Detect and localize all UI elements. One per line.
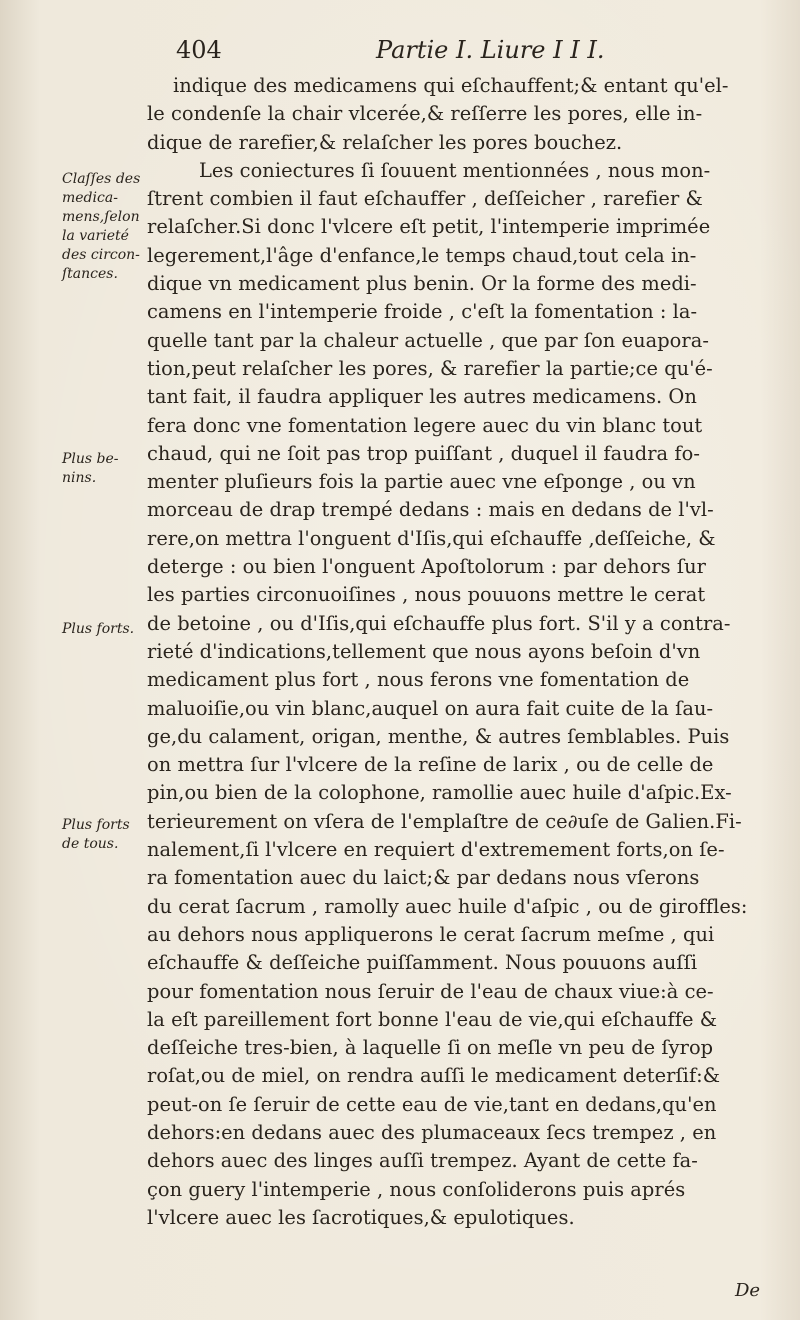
text-line: chaud, qui ne ſoit pas trop puiſſant , duquel il faudra fo-: [147, 441, 700, 465]
text-line: de betoine , ou d'Iſis,qui eſchauffe plus fort. S'il y a contra-: [147, 611, 731, 635]
margin-note-line: medica-: [62, 190, 118, 206]
text-line: l'vlcere auec les ſacrotiques,& epulotiques.: [147, 1205, 575, 1229]
text-line: tant fait, il faudra appliquer les autres medicamens. On: [147, 385, 697, 409]
text-line: relaſcher.Si donc l'vlcere eſt petit, l'intemperie imprimée: [147, 215, 711, 239]
text-line: nalement,ſi l'vlcere en requiert d'extremement forts,on ſe-: [147, 838, 725, 862]
text-line: la eſt pareillement fort bonne l'eau de vie,qui eſchauffe &: [147, 1007, 718, 1031]
main-text: [147, 72, 775, 1232]
margin-note-line: Plus be-: [62, 451, 119, 467]
running-head: Partie I. Liure I I I.: [376, 36, 605, 64]
text-line: on mettra ſur l'vlcere de la reſine de larix , ou de celle de: [147, 753, 714, 777]
margin-note-line: de tous.: [62, 836, 119, 852]
margin-note-plus-forts-de-tous: [62, 816, 146, 854]
margin-note-line: mens,ſelon: [62, 209, 140, 225]
text-line: medicament plus fort , nous ferons vne fomentation de: [147, 668, 690, 692]
text-line: menter pluſieurs fois la partie auec vne eſponge , ou vn: [147, 470, 696, 494]
text-line: camens en l'intemperie froide , c'eſt la fomentation : la-: [147, 300, 698, 324]
text-line: tion,peut relaſcher les pores, & rarefier la partie;ce qu'é-: [147, 356, 713, 380]
text-line: maluoiſie,ou vin blanc,auquel on aura fait cuite de la ſau-: [147, 696, 714, 720]
text-line: legerement,l'âge d'enfance,le temps chaud,tout cela in-: [147, 243, 697, 267]
text-line: deterge : ou bien l'onguent Apoſtolorum : par dehors ſur: [147, 555, 706, 579]
margin-note-line: Claſſes des: [62, 171, 141, 187]
margin-note-plus-forts: [62, 620, 146, 639]
text-line: quelle tant par la chaleur actuelle , que par ſon euapora-: [147, 328, 709, 352]
text-line: pin,ou bien de la colophone, ramollie auec huile d'aſpic.Ex-: [147, 781, 732, 805]
margin-note-plus-benins: [62, 450, 146, 488]
text-line: dehors auec des linges auſſi trempez. Ayant de cette fa-: [147, 1149, 698, 1173]
margin-note-line: ſtances.: [62, 266, 118, 282]
text-line: Les coniectures ſi ſouuent mentionnées , nous mon-: [199, 158, 711, 182]
text-line: le condenſe la chair vlcerée,& reſſerre les pores, elle in-: [147, 102, 703, 126]
page-number: 404: [176, 36, 222, 64]
text-line: çon guery l'intemperie , nous conſoliderons puis aprés: [147, 1177, 686, 1201]
text-line: terieurement on vſera de l'emplaſtre de ce∂uſe de Galien.Fi-: [147, 809, 742, 833]
text-line: ge,du calament, origan, menthe, & autres ſemblables. Puis: [147, 724, 730, 748]
margin-note-classes: [62, 170, 146, 284]
margin-note-line: Plus forts: [62, 817, 130, 833]
text-line: dique vn medicament plus benin. Or la forme des medi-: [147, 272, 697, 296]
text-line: rieté d'indications,tellement que nous ayons beſoin d'vn: [147, 639, 701, 663]
text-line: deſſeiche tres-bien, à laquelle ſi on meſle vn peu de ſyrop: [147, 1036, 714, 1060]
text-line: rere,on mettra l'onguent d'Iſis,qui eſchauffe ,deſſeiche, &: [147, 526, 716, 550]
text-line: dehors:en dedans auec des plumaceaux ſecs trempez , en: [147, 1120, 717, 1144]
margin-note-line: des circon-: [62, 247, 140, 263]
text-line: ſtrent combien il faut eſchauffer , deſſeicher , rarefier &: [147, 187, 703, 211]
margin-note-line: la varieté: [62, 228, 129, 244]
text-line: roſat,ou de miel, on rendra auſſi le medicament deterſif:&: [147, 1064, 721, 1088]
text-line: peut-on ſe ſeruir de cette eau de vie,tant en dedans,qu'en: [147, 1092, 717, 1116]
text-line: indique des medicamens qui eſchauffent;& entant qu'el-: [173, 74, 729, 97]
margin-note-line: Plus forts.: [62, 621, 135, 637]
text-line: les parties circonuoiſines , nous pouuons mettre le cerat: [147, 583, 706, 607]
text-line: du cerat ſacrum , ramolly auec huile d'aſpic , ou de giroffles:: [147, 894, 748, 918]
text-line: fera donc vne fomentation legere auec du vin blanc tout: [147, 413, 703, 437]
text-line: morceau de drap trempé dedans : mais en dedans de l'vl-: [147, 498, 714, 522]
margin-note-line: nins.: [62, 470, 97, 486]
text-line: ra fomentation auec du laict;& par dedans nous vſerons: [147, 866, 700, 890]
text-line: dique de rarefier,& relaſcher les pores bouchez.: [147, 130, 623, 154]
text-line: eſchauffe & deſſeiche puiſſamment. Nous pouuons auſſi: [147, 951, 698, 975]
text-line: au dehors nous appliquerons le cerat ſacrum meſme , qui: [147, 922, 715, 946]
catchword: De: [735, 1280, 761, 1301]
text-line: pour fomentation nous ſeruir de l'eau de chaux viue:à ce-: [147, 979, 714, 1003]
